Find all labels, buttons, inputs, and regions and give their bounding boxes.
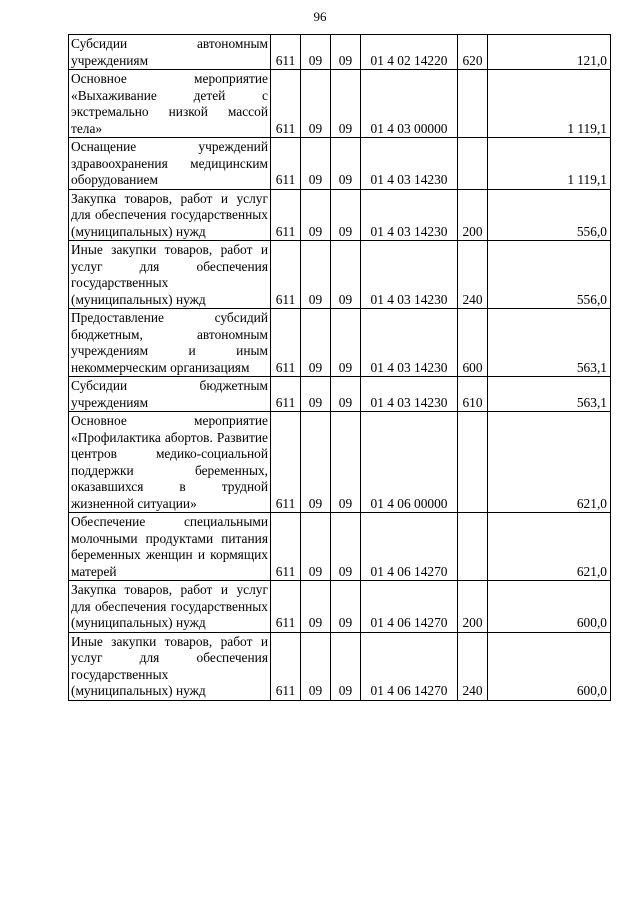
row-amount: 1 119,1: [488, 70, 611, 138]
row-ved-code: 611: [271, 138, 301, 190]
row-name: Предоставление субсидий бюджетным, автономным учреждениям и иным некоммерческим организациям: [69, 309, 271, 377]
row-ved-code: 611: [271, 412, 301, 513]
table-row: [69, 377, 611, 412]
table-row: [69, 138, 611, 190]
row-name: Закупка товаров, работ и услуг для обеспечения государственных (муниципальных) нужд: [69, 581, 271, 633]
row-expense-type: [458, 513, 488, 581]
table-row: [69, 632, 611, 700]
row-target-article: 01 4 06 00000: [361, 412, 458, 513]
row-amount: 563,1: [488, 309, 611, 377]
row-subsection-code: 09: [331, 412, 361, 513]
table-row: [69, 513, 611, 581]
row-ved-code: 611: [271, 35, 301, 70]
table-row: [69, 581, 611, 633]
row-name: Иные закупки товаров, работ и услуг для обеспечения государственных (муниципальных) нужд: [69, 632, 271, 700]
row-subsection-code: 09: [331, 241, 361, 309]
row-amount: 621,0: [488, 513, 611, 581]
table-row: [69, 70, 611, 138]
row-target-article: 01 4 03 14230: [361, 241, 458, 309]
row-expense-type: 610: [458, 377, 488, 412]
table-row: [69, 189, 611, 241]
row-name: Обеспечение специальными молочными продуктами питания беременных женщин и кормящих матерей: [69, 513, 271, 581]
row-section-code: 09: [301, 241, 331, 309]
budget-table: [68, 34, 611, 701]
row-target-article: 01 4 02 14220: [361, 35, 458, 70]
row-ved-code: 611: [271, 513, 301, 581]
row-target-article: 01 4 03 14230: [361, 189, 458, 241]
row-subsection-code: 09: [331, 513, 361, 581]
page-number: 96: [313, 9, 327, 24]
row-amount: 600,0: [488, 581, 611, 633]
row-name: Иные закупки товаров, работ и услуг для обеспечения государственных (муниципальных) нужд: [69, 241, 271, 309]
row-name: Основное мероприятие «Выхаживание детей с экстремально низкой массой тела»: [69, 70, 271, 138]
row-subsection-code: 09: [331, 581, 361, 633]
row-subsection-code: 09: [331, 35, 361, 70]
table-row: [69, 412, 611, 513]
row-target-article: 01 4 06 14270: [361, 632, 458, 700]
row-name: Оснащение учреждений здравоохранения медицинским оборудованием: [69, 138, 271, 190]
row-expense-type: 240: [458, 632, 488, 700]
row-amount: 563,1: [488, 377, 611, 412]
row-target-article: 01 4 03 14230: [361, 138, 458, 190]
table-row: [69, 241, 611, 309]
row-section-code: 09: [301, 513, 331, 581]
row-ved-code: 611: [271, 309, 301, 377]
row-section-code: 09: [301, 138, 331, 190]
row-subsection-code: 09: [331, 377, 361, 412]
row-name: Закупка товаров, работ и услуг для обеспечения государственных (муниципальных) нужд: [69, 189, 271, 241]
row-amount: 1 119,1: [488, 138, 611, 190]
row-section-code: 09: [301, 70, 331, 138]
row-section-code: 09: [301, 632, 331, 700]
row-subsection-code: 09: [331, 309, 361, 377]
row-expense-type: 600: [458, 309, 488, 377]
row-name: Субсидии автономным учреждениям: [69, 35, 271, 70]
row-target-article: 01 4 03 00000: [361, 70, 458, 138]
row-section-code: 09: [301, 581, 331, 633]
row-target-article: 01 4 03 14230: [361, 377, 458, 412]
row-target-article: 01 4 06 14270: [361, 581, 458, 633]
row-ved-code: 611: [271, 189, 301, 241]
row-expense-type: [458, 412, 488, 513]
row-amount: 121,0: [488, 35, 611, 70]
row-expense-type: 200: [458, 189, 488, 241]
row-ved-code: 611: [271, 377, 301, 412]
row-expense-type: [458, 70, 488, 138]
table-row: [69, 309, 611, 377]
row-subsection-code: 09: [331, 632, 361, 700]
row-expense-type: 200: [458, 581, 488, 633]
row-subsection-code: 09: [331, 138, 361, 190]
row-ved-code: 611: [271, 241, 301, 309]
row-subsection-code: 09: [331, 70, 361, 138]
row-ved-code: 611: [271, 581, 301, 633]
row-ved-code: 611: [271, 70, 301, 138]
row-ved-code: 611: [271, 632, 301, 700]
row-amount: 621,0: [488, 412, 611, 513]
row-expense-type: [458, 138, 488, 190]
row-amount: 556,0: [488, 241, 611, 309]
row-section-code: 09: [301, 377, 331, 412]
row-section-code: 09: [301, 189, 331, 241]
row-expense-type: 240: [458, 241, 488, 309]
row-expense-type: 620: [458, 35, 488, 70]
row-amount: 600,0: [488, 632, 611, 700]
row-target-article: 01 4 03 14230: [361, 309, 458, 377]
row-section-code: 09: [301, 309, 331, 377]
row-subsection-code: 09: [331, 189, 361, 241]
row-name: Основное мероприятие «Профилактика абортов. Развитие центров медико-социальной поддержки беременных, оказавшихся в трудной жизненной ситуации»: [69, 412, 271, 513]
row-target-article: 01 4 06 14270: [361, 513, 458, 581]
row-section-code: 09: [301, 412, 331, 513]
table-row: [69, 35, 611, 70]
row-amount: 556,0: [488, 189, 611, 241]
row-section-code: 09: [301, 35, 331, 70]
row-name: Субсидии бюджетным учреждениям: [69, 377, 271, 412]
